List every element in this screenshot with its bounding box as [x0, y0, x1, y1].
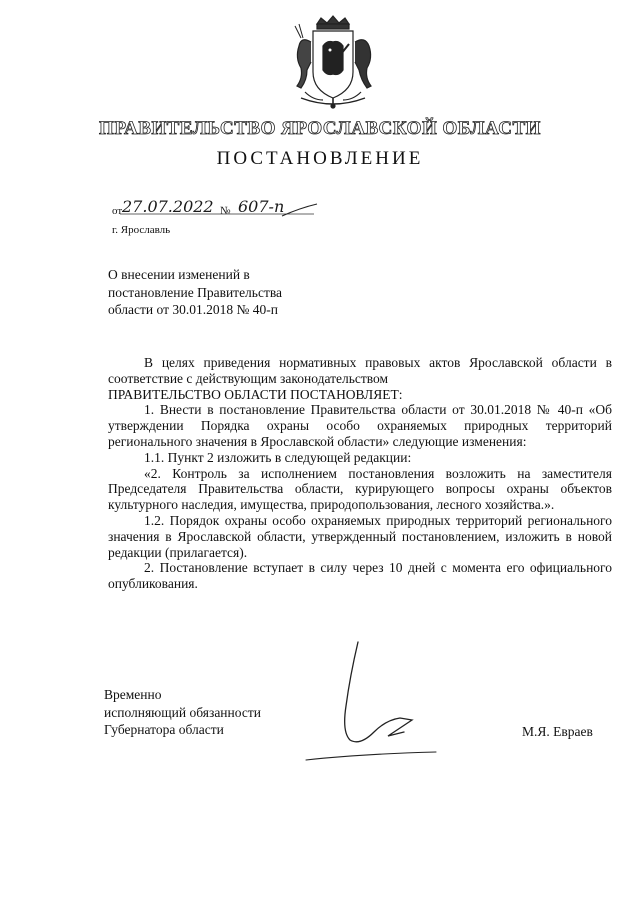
position-line: Губернатора области [104, 722, 224, 737]
document-type: ПОСТАНОВЛЕНИЕ [216, 148, 424, 169]
clause-1: 1. Внести в постановление Правительства области от 30.01.2018 № 40-п «Об утверждении Порядка охраны особо охраняемых природных территорий регионального значения в Ярославской области» следующие изменения: [108, 402, 612, 449]
subject-line: постановление Правительства [108, 284, 283, 300]
subject-line: О внесении изменений в [108, 267, 250, 282]
document-date: 27.07.2022 [122, 197, 214, 216]
resolves-heading: ПРАВИТЕЛЬСТВО ОБЛАСТИ ПОСТАНОВЛЯЕТ: [108, 386, 403, 402]
date-prefix: от [112, 205, 123, 217]
preamble-paragraph: В целях приведения нормативных правовых актов Ярославской области в соответствие с действующим законодательством [108, 355, 612, 386]
signatory-position [104, 686, 261, 739]
position-line: Временно [104, 687, 162, 702]
clause-1-1: 1.1. Пункт 2 изложить в следующей редакции: [144, 449, 412, 465]
document-city: г. Ярославль [112, 224, 171, 236]
clause-1-2: 1.2. Порядок охраны особо охраняемых природных территорий регионального значения в Ярославской области, утвержденный постановлением, изложить в новой редакции (прилагается). [108, 512, 612, 560]
signatory-name: М.Я. Евраев [522, 724, 593, 739]
subject-line: области от 30.01.2018 № 40-п [108, 302, 278, 317]
handwritten-signature-icon [300, 636, 440, 766]
clause-2: 2. Постановление вступает в силу через 10 дней с момента его официального опубликования. [108, 560, 612, 592]
position-line: исполняющий обязанности [104, 704, 261, 720]
coat-of-arms-icon [283, 14, 383, 110]
clause-1-1-text: «2. Контроль за исполнением постановления возложить на заместителя Председателя Правительства области, курирующего вопросы охраны объектов культурного наследия, имущества, природопользования, лесного хозяйства.». [108, 465, 612, 513]
document-body [108, 355, 612, 592]
government-title: ПРАВИТЕЛЬСТВО ЯРОСЛАВСКОЙ ОБЛАСТИ [99, 118, 541, 139]
document-number: 607-п [238, 197, 285, 216]
document-subject [108, 266, 282, 319]
number-prefix: № [220, 205, 231, 217]
